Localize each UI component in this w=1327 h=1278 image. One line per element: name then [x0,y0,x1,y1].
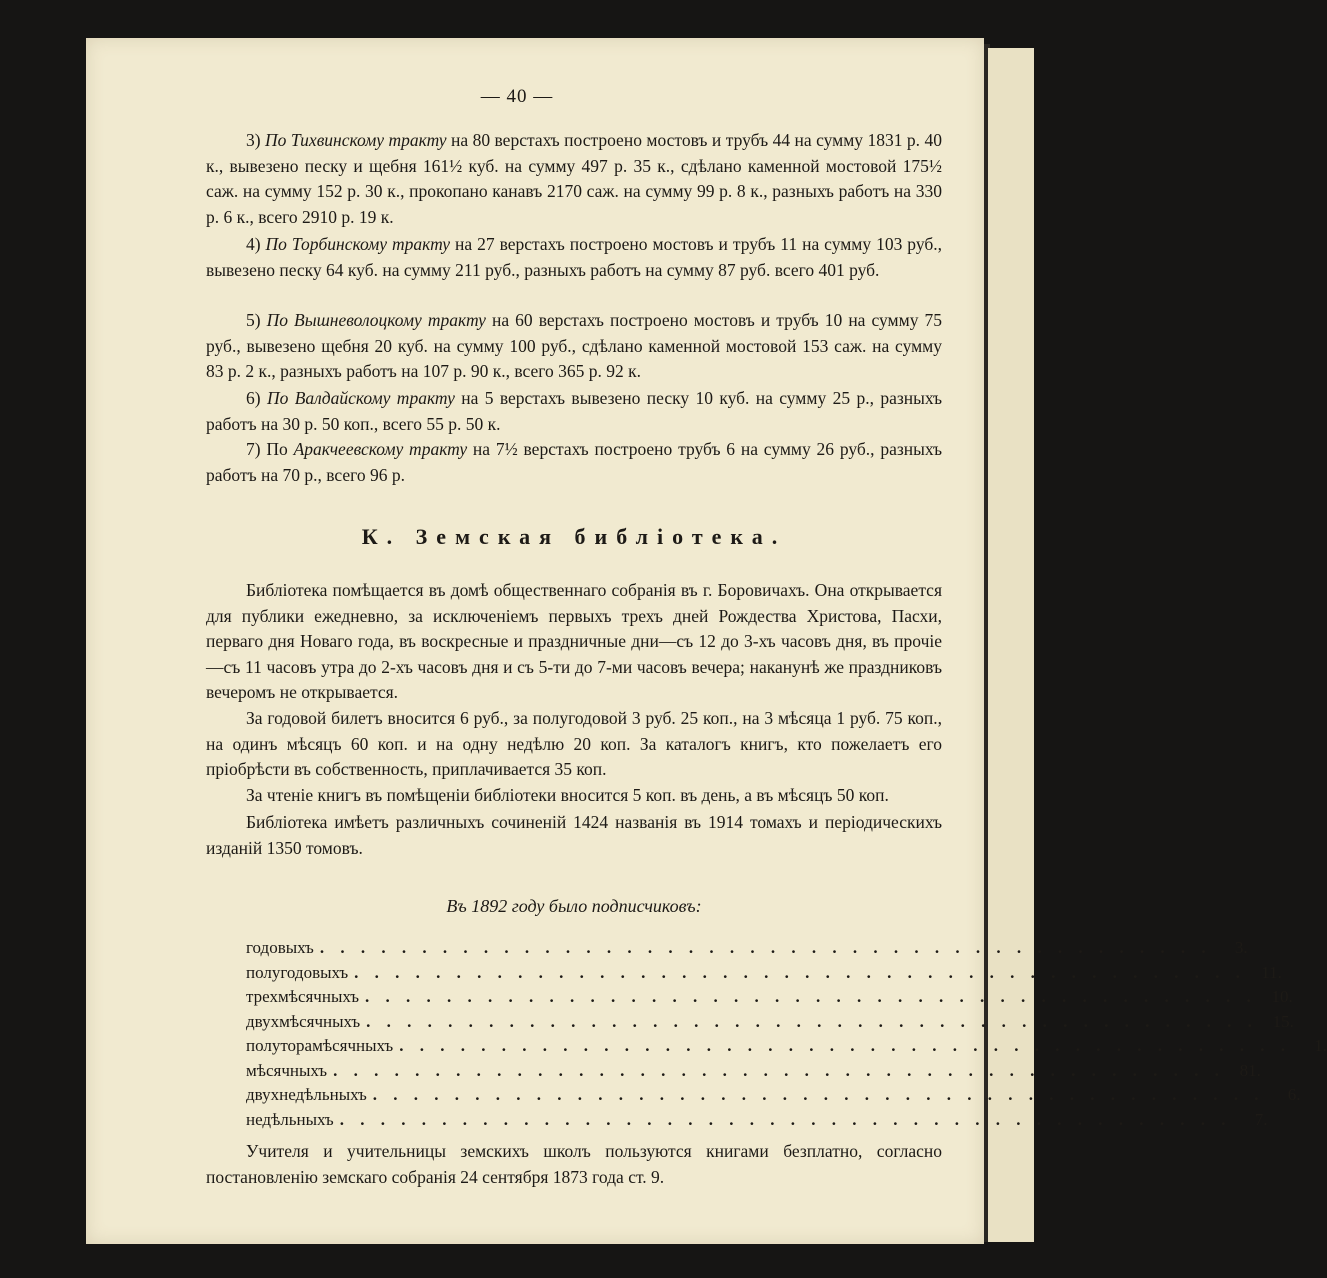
road-name-prefix: По [266,439,294,459]
subscribers-list [246,938,1327,1134]
subscriber-label: полуторамѣсячныхъ [246,1036,394,1055]
leader-dots: . . . . . . . . . . . . . . . . . . . . . . . . . . . . . . . . . . . . . . . . . . . . [365,987,1257,1006]
subscriber-value: 81. [1239,1060,1261,1080]
road-number: 6) [246,388,261,408]
subscriber-label: годовыхъ [246,938,314,957]
subscriber-value: 7. [1254,1109,1268,1129]
page-number: — 40 — [480,86,554,107]
leader-dots: . . . . . . . . . . . . . . . . . . . . . . . . . . . . . . . . . . . . . . . . . . . . [319,938,1212,957]
subscriber-label: недѣльныхъ [246,1109,334,1129]
subscriber-label: полугодовыхъ [246,962,349,982]
road-paragraph-7 [206,437,942,488]
subscriber-row [246,938,1248,963]
subscribers-caption: Въ 1892 году было подписчиковъ: [446,896,702,916]
road-text: на 60 верстахъ построено мостовъ и трубъ 10 на сумму 75 руб., вывезено щебня 20 куб. на сумму 100 руб., сдѣлано каменной мостовой 153 саж. на сумму 83 р. 2 к., разныхъ работъ на 107 р. 90 к., всего 365 р. 92 к. [206,310,942,381]
leader-dots: . . . . . . . . . . . . . . . . . . . . . . . . . . . . . . . . . . . . . . . . . . . . [354,962,1246,982]
subscriber-row [246,1060,1261,1086]
leader-dots: . . . . . . . . . . . . . . . . . . . . . . . . . . . . . . . . . . . . . . . . . . . . [366,1011,1258,1031]
library-text-2: За годовой билетъ вносится 6 руб., за полугодовой 3 руб. 25 коп., на 3 мѣсяца 1 руб. 75 коп., на одинъ мѣсяцъ 60 коп. и на одну недѣлю 20 коп. За каталогъ книгъ, кто пожелаетъ его пріобрѣсти въ собственность, приплачивается 35 коп. [206,708,942,779]
subscriber-value: 1. [1314,1036,1327,1055]
subscriber-row [246,987,1293,1012]
road-name: По Торбинскому тракту [265,234,451,254]
subscriber-value: 6. [1287,1085,1301,1104]
library-paragraph-3 [206,783,942,809]
leader-dots: . . . . . . . . . . . . . . . . . . . . . . . . . . . . . . . . . . . . . . . . . . . . [372,1085,1265,1104]
leader-dots: . . . . . . . . . . . . . . . . . . . . . . . . . . . . . . . . . . . . . . . . . . . . [339,1109,1232,1129]
road-name: Аракчеевскому тракту [293,439,468,459]
subscriber-label: двухмѣсячныхъ [246,1011,361,1031]
subscriber-row [246,1085,1301,1110]
road-text: на 7½ верстахъ построено трубъ 6 на сумму 26 руб., разныхъ работъ на 70 р., всего 96 р. [206,439,943,485]
road-number: 4) [246,234,261,254]
subscriber-value: 11. [1261,962,1282,982]
library-paragraph-4 [206,810,942,861]
subscriber-value: 3. [1234,938,1248,957]
subscriber-value: 15. [1272,1011,1294,1031]
road-number: 3) [246,130,261,150]
road-paragraph-4 [206,232,942,283]
library-paragraph-1 [206,578,942,706]
teachers-note [206,1139,942,1190]
teachers-note-text: Учителя и учительницы земскихъ школъ пользуются книгами безплатно, согласно постановленію земскаго собранія 24 сентября 1873 года ст. 9. [206,1141,942,1187]
library-text-3: За чтеніе книгъ въ помѣщеніи библіотеки вносится 5 коп. въ день, а въ мѣсяцъ 50 коп. [246,785,889,805]
subscriber-label: двухнедѣльныхъ [246,1085,367,1104]
road-name: По Тихвинскому тракту [265,130,447,150]
leader-dots: . . . . . . . . . . . . . . . . . . . . . . . . . . . . . . . . . . . . . . . . . . . . [399,1036,1291,1055]
library-text-4: Библіотека имѣетъ различныхъ сочиненій 1424 названія въ 1914 томахъ и періодическихъ изданій 1350 томовъ. [206,812,942,858]
road-text: на 27 верстахъ построено мостовъ и трубъ 11 на сумму 103 руб., вывезено песку 64 куб. на сумму 211 руб., разныхъ работъ на сумму 87 руб. всего 401 руб. [206,234,943,280]
road-paragraph-5 [206,308,942,385]
section-title: К. Земская библіотека. [361,524,787,549]
road-text: на 5 верстахъ вывезено песку 10 куб. на сумму 25 р., разныхъ работъ на 30 р. 50 коп., всего 55 р. 50 к. [206,388,942,434]
subscriber-row [246,1011,1294,1037]
subscriber-row [246,1036,1327,1061]
road-paragraph-3 [206,128,942,230]
road-name: По Вышневолоцкому тракту [266,310,486,330]
subscriber-row [246,1109,1268,1135]
road-number: 7) [246,439,261,459]
subscriber-value: 10. [1271,987,1293,1006]
leader-dots: . . . . . . . . . . . . . . . . . . . . . . . . . . . . . . . . . . . . . . . . . . . . [333,1060,1225,1080]
subscriber-label: трехмѣсячныхъ [246,987,360,1006]
road-name: По Валдайскому тракту [266,388,455,408]
library-text-1: Библіотека помѣщается въ домѣ общественнаго собранія въ г. Боровичахъ. Она открывается для публики ежедневно, за исключеніемъ первыхъ трехъ дней Рождества Христова, Пасхи, перваго дня Новаго года, въ воскресные и праздничные дни—съ 12 до 3-хъ часовъ дня, въ прочіе—съ 11 часовъ утра до 2-хъ часовъ дня и съ 5-ти до 7-ми часовъ вечера; наканунѣ же праздниковъ вечеромъ не открывается. [206,580,942,702]
road-number: 5) [246,310,261,330]
road-paragraph-6 [206,386,942,437]
library-paragraph-2 [206,706,942,783]
road-text: на 80 верстахъ построено мостовъ и трубъ 44 на сумму 1831 р. 40 к., вывезено песку и щебня 161½ куб. на сумму 497 р. 35 к., сдѣлано каменной мостовой 175½ саж. на сумму 152 р. 30 к., прокопано канавъ 2170 саж. на сумму 99 р. 8 к., разныхъ работъ на 330 р. 6 к., всего 2910 р. 19 к. [206,130,943,227]
subscriber-row [246,962,1282,988]
subscriber-label: мѣсячныхъ [246,1060,328,1080]
